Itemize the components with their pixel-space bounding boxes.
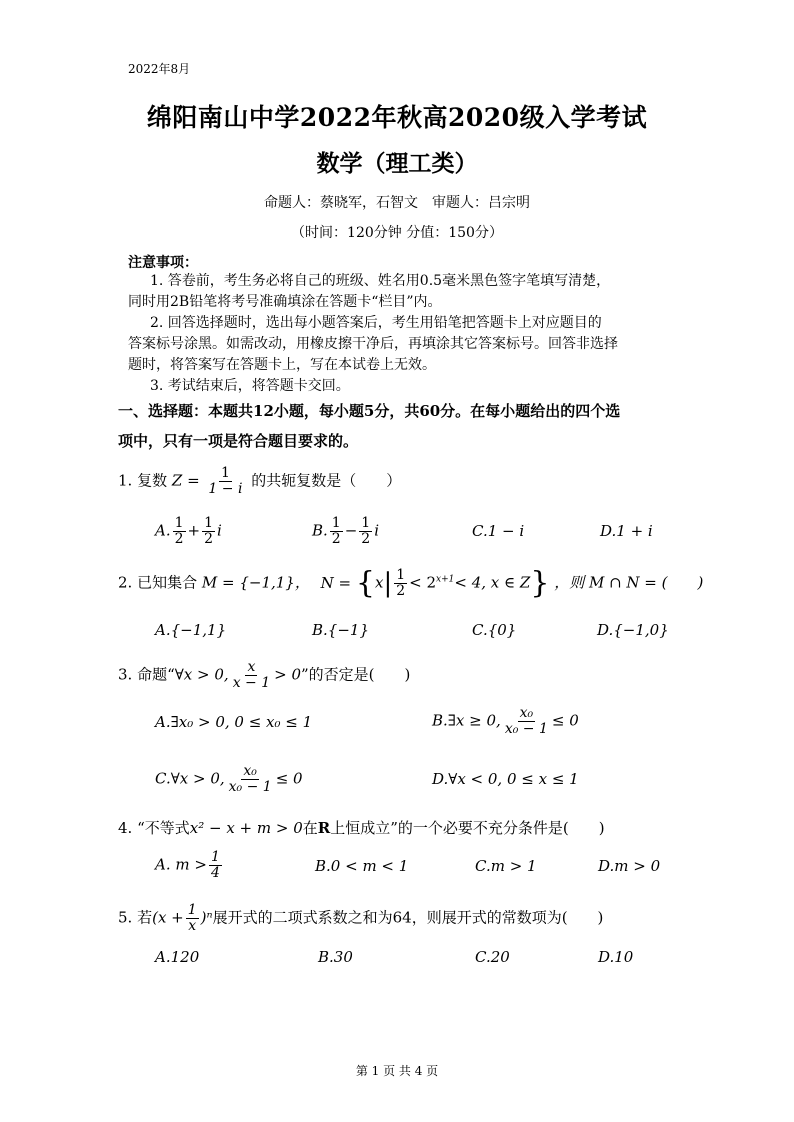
q3-c-pre: C.∀x > 0,	[155, 769, 225, 788]
q3-b-num: x₀	[519, 705, 534, 721]
exam-date: 2022年8月	[128, 62, 191, 76]
q4-a-num: 1	[210, 849, 220, 865]
q4-option-d: D.m > 0	[598, 857, 661, 875]
q3-b-den: x₀ − 1	[504, 721, 548, 737]
q4-a-frac	[209, 850, 222, 881]
q1-a-tail: i	[217, 521, 222, 540]
notice-heading: 注意事项：	[128, 255, 198, 271]
q3-body1: ∀x > 0,	[174, 665, 229, 684]
q5-option-b: B.30	[318, 948, 353, 966]
q1-b-n2: 1	[361, 515, 371, 531]
notice-item2-line1: 2. 回答选择题时，选出每小题答案后，考生用铅笔把答题卡上对应题目的	[150, 315, 602, 331]
q3-prefix: 3. 命题“	[118, 665, 175, 684]
q3-num: x	[247, 659, 256, 675]
q2-n-x: x	[374, 573, 384, 592]
question-5	[118, 903, 603, 934]
q3-fraction	[231, 660, 272, 691]
q2-right-brace: }	[530, 565, 550, 601]
notice-item3: 3. 考试结束后，将答题卡交回。	[150, 378, 350, 394]
q5-option-a: A.120	[155, 948, 200, 966]
q4-a-pre: A. m >	[155, 855, 207, 874]
q5-prefix: 5. 若	[118, 908, 153, 927]
question-2	[118, 565, 704, 601]
q1-a-n2: 1	[204, 515, 214, 531]
section1-line1: 一、选择题：本题共12小题，每小题5分，共60分。在每小题给出的四个选	[118, 402, 621, 420]
q5-num: 1	[187, 902, 197, 918]
q5-option-c: C.20	[475, 948, 510, 966]
q1-prefix: 1. 复数	[118, 471, 168, 490]
q2-n-den: 2	[396, 583, 406, 599]
q5-den: x	[188, 918, 197, 934]
question-3	[118, 660, 410, 691]
q3-option-c	[155, 764, 303, 795]
q2-n-num: 1	[396, 567, 406, 583]
notice-item2-line2: 答案标号涂黑。如需改动，用橡皮擦干净后，再填涂其它答案标号。回答非选择	[128, 336, 618, 352]
q1-b-d1: 2	[331, 531, 341, 547]
q1-b-frac1	[330, 516, 343, 547]
q3-body2: > 0	[274, 665, 302, 684]
q1-b-d2: 2	[361, 531, 371, 547]
q4-a-den: 4	[210, 865, 220, 881]
q4-r: R	[317, 819, 331, 837]
q4-option-b: B.0 < m < 1	[315, 857, 409, 875]
q5-expr-post: )ⁿ	[200, 908, 213, 927]
q5-option-d: D.10	[598, 948, 634, 966]
q4-suffix: 上恒成立”的一个必要不充分条件是( )	[330, 819, 605, 837]
q1-a-d1: 2	[174, 531, 184, 547]
q3-b-frac	[503, 706, 550, 737]
q4-mid: 在	[302, 819, 318, 837]
q2-n-rest: < 4, x ∈ Z	[454, 573, 531, 592]
q2-option-c: C.{0}	[472, 621, 517, 639]
q3-c-post: ≤ 0	[275, 769, 303, 788]
q2-prefix: 2. 已知集合	[118, 573, 198, 592]
q1-option-b	[312, 516, 379, 547]
q1-b-tail: i	[374, 521, 380, 540]
q3-option-d: D.∀x < 0, 0 ≤ x ≤ 1	[432, 770, 579, 788]
question-4	[118, 817, 605, 838]
q1-a-n1: 1	[174, 515, 184, 531]
q3-c-den: x₀ − 1	[228, 779, 272, 795]
q4-option-a	[155, 850, 224, 881]
q1-option-d: D.1 + i	[600, 522, 653, 540]
q3-c-frac	[227, 764, 274, 795]
q1-option-c: C.1 − i	[472, 522, 525, 540]
exam-time-score: （时间：120分钟 分值：150分）	[291, 225, 503, 241]
q2-n-frac	[394, 568, 407, 599]
q2-m-set: M = {−1,1}，	[201, 573, 310, 592]
q3-b-post: ≤ 0	[551, 711, 579, 730]
q1-a-d2: 2	[204, 531, 214, 547]
q5-expr-pre: (x +	[152, 908, 184, 927]
exam-subtitle: 数学（理工类）	[316, 150, 478, 177]
question-1	[118, 466, 401, 497]
q2-n-exp: x+1	[436, 574, 455, 585]
q2-n-ineq: < 2	[409, 573, 437, 592]
q2-bar: |	[383, 568, 393, 599]
q1-a-frac2	[202, 516, 215, 547]
exam-title: 绵阳南山中学2022年秋高2020级入学考试	[146, 103, 648, 132]
q4-expr: x² − x + m > 0	[189, 819, 303, 837]
q5-fraction	[186, 903, 199, 934]
q2-option-a: A.{−1,1}	[155, 621, 227, 639]
q4-prefix: 4. “不等式	[118, 819, 190, 837]
q3-c-num: x₀	[243, 763, 257, 779]
q2-left-brace: {	[355, 565, 375, 601]
q3-suffix: ”的否定是( )	[301, 665, 411, 684]
q3-option-a: A.∃x₀ > 0, 0 ≤ x₀ ≤ 1	[155, 713, 313, 731]
page-footer: 第 1 页 共 4 页	[355, 1064, 439, 1078]
q1-option-a	[155, 516, 222, 547]
q1-a-mid: +	[187, 521, 201, 540]
q1-b-n1: 1	[331, 515, 341, 531]
section1-line2: 项中，只有一项是符合题目要求的。	[118, 432, 359, 450]
q1-suffix: 的共轭复数是（ ）	[251, 471, 402, 490]
q1-fraction	[206, 466, 244, 497]
q3-option-b	[432, 706, 579, 737]
q1-b-frac2	[359, 516, 372, 547]
notice-item1-line2: 同时用2B铅笔将考号准确填涂在答题卡“栏目”内。	[128, 294, 442, 310]
q1-lhs: Z =	[171, 471, 200, 490]
q5-suffix: 展开式的二项式系数之和为64，则展开式的常数项为( )	[212, 908, 604, 927]
q2-option-b: B.{−1}	[312, 621, 369, 639]
q1-den: 1 − i	[208, 481, 243, 497]
q4-option-c: C.m > 1	[475, 857, 537, 875]
q2-suffix: ，则 M ∩ N = ( )	[554, 573, 704, 592]
q2-option-d: D.{−1,0}	[597, 621, 669, 639]
q1-b-mid: −	[344, 521, 358, 540]
q1-a-frac1	[173, 516, 186, 547]
notice-item2-line3: 题时，将答案写在答题卡上，写在本试卷上无效。	[128, 357, 436, 373]
q3-b-pre: B.∃x ≥ 0,	[432, 711, 501, 730]
notice-item1-line1: 1. 答卷前，考生务必将自己的班级、姓名用0.5毫米黑色签字笔填写清楚，	[150, 273, 611, 289]
q1-num: 1	[220, 465, 230, 481]
q2-n-lhs: N =	[320, 573, 352, 592]
q1-b-label: B.	[312, 521, 328, 540]
q3-den: x − 1	[232, 675, 271, 691]
q1-a-label: A.	[155, 521, 171, 540]
exam-authors: 命题人：蔡晓军，石智文 审题人：吕宗明	[264, 195, 530, 211]
